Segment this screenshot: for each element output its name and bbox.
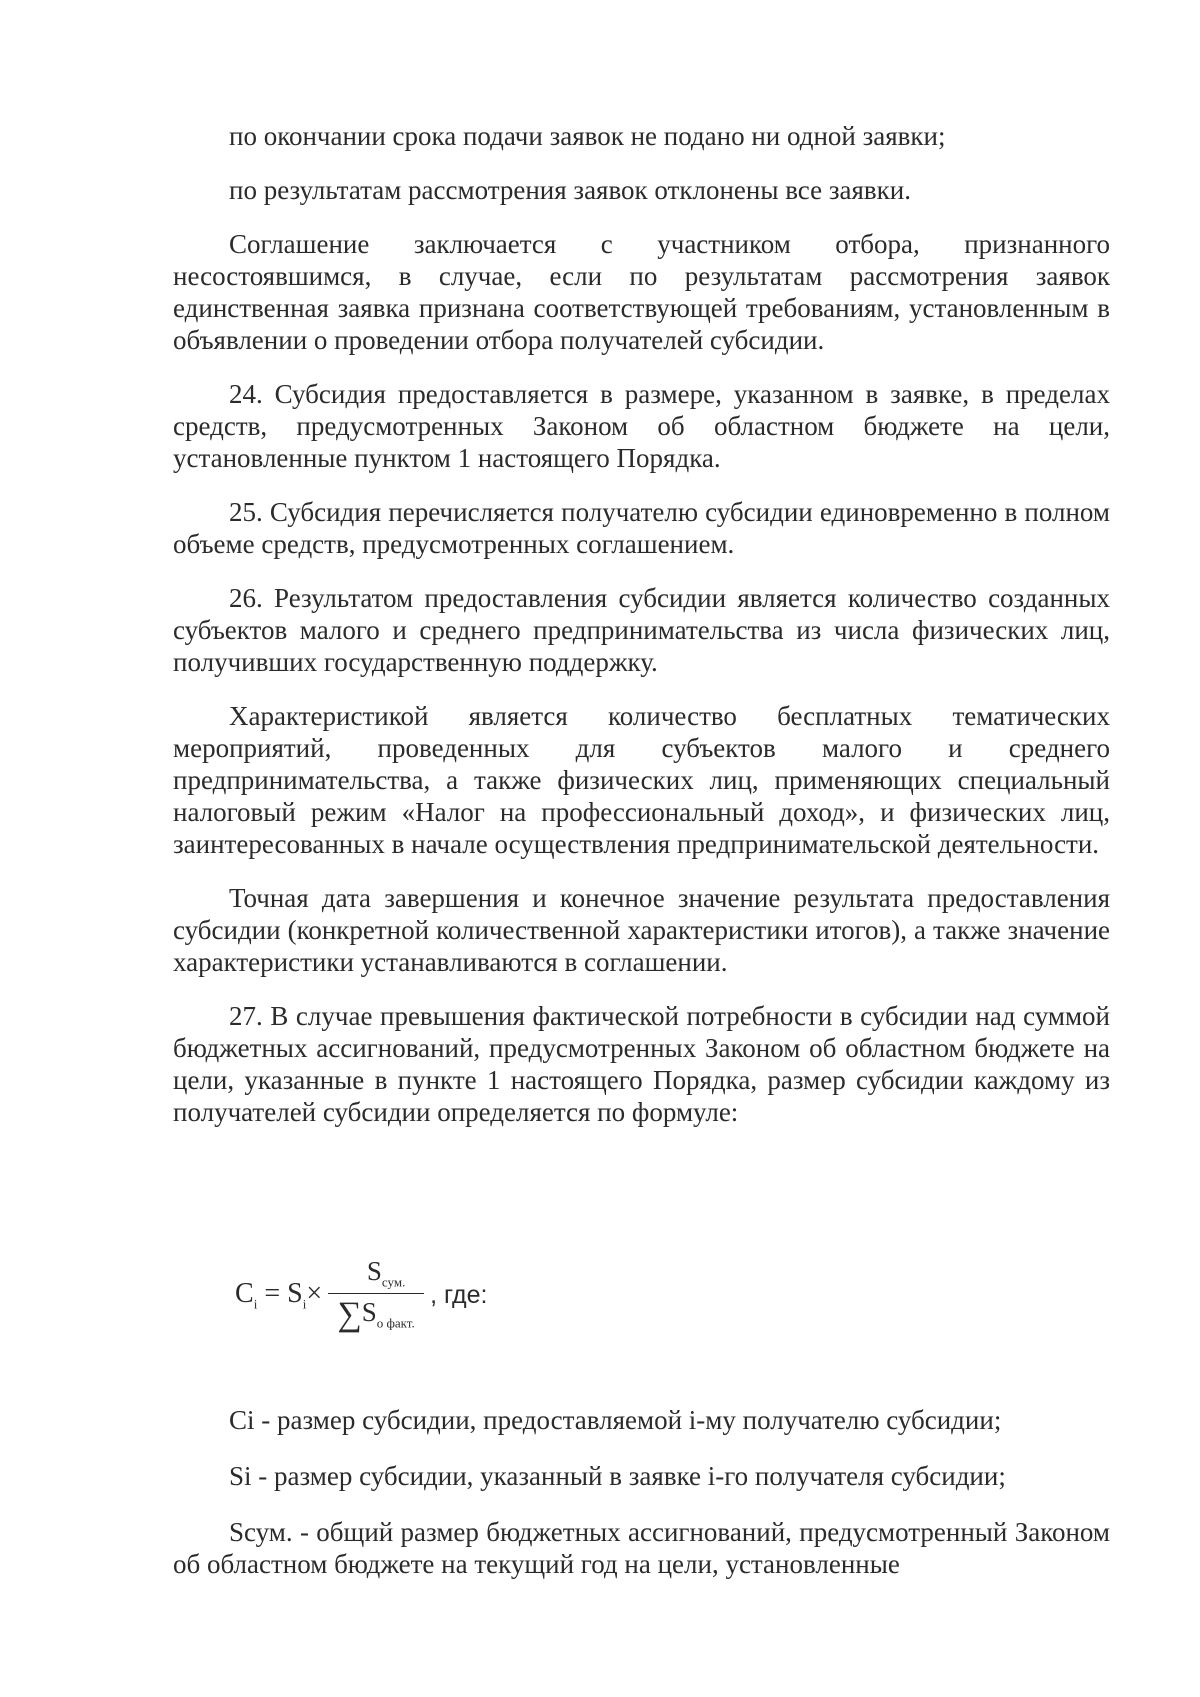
paragraph-item-26: 26. Результатом предоставления субсидии является количество созданных субъектов малого и среднего предпринимательства из числа физических лиц, получивших государственную поддержку. (173, 583, 1110, 677)
definition-ci: Ci - размер субсидии, предоставляемой i-му получателю субсидии; (229, 1405, 1002, 1435)
paragraph: Точная дата завершения и конечное значение результата предоставления субсидии (конкретной количественной характеристики итогов), а также значение характеристики устанавливаются в соглашении. (173, 883, 1110, 977)
paragraph: Соглашение заключается с участником отбора, признанного несостоявшимся, в случае, если по результатам рассмотрения заявок единственная заявка признана соответствующей требованиям, установленным в объявлении о проведении отбора получателей субсидии. (173, 229, 1110, 355)
subsidy-formula (235, 1250, 835, 1340)
paragraph-item-25: 25. Субсидия перечисляется получателю субсидии единовременно в полном объеме средств, предусмотренных соглашением. (173, 497, 1110, 559)
sigma-symbol: ∑ (337, 1295, 362, 1333)
formula-lhs: $C_i = S_i\times$ (235, 1277, 323, 1312)
paragraph: по результатам рассмотрения заявок отклонены все заявки. (229, 175, 911, 205)
paragraph-item-24: 24. Субсидия предоставляется в размере, указанном в заявке, в пределах средств, предусмотренных Законом об областном бюджете на цели, установленные пунктом 1 настоящего Порядка. (173, 379, 1110, 473)
definition-ssum: Sсум. - общий размер бюджетных ассигнований, предусмотренный Законом об областном бюджете на текущий год на цели, установленные (173, 1517, 1110, 1579)
formula-tail: , где: (430, 1280, 488, 1309)
formula-numerator: $S_{сум.}$ (366, 1256, 406, 1290)
formula-definitions (173, 1404, 1110, 1604)
paragraph-item-27: 27. В случае превышения фактической потребности в субсидии над суммой бюджетных ассигнований, предусмотренных Законом об областном бюджете на цели, указанные в пункте 1 настоящего Порядка, размер субсидии каждому из получателей субсидии определяется по формуле: (173, 1001, 1110, 1127)
formula-denominator: $\sum S_{о факт.}$ (337, 1295, 415, 1333)
formula-fraction (328, 1256, 424, 1333)
definition-si: Si - размер субсидии, указанный в заявке i-го получателя субсидии; (229, 1461, 1006, 1491)
body-text (173, 120, 1110, 1150)
paragraph: по окончании срока подачи заявок не подано ни одной заявки; (229, 121, 946, 151)
paragraph: Характеристикой является количество бесплатных тематических мероприятий, проведенных для субъектов малого и среднего предпринимательства, а также физических лиц, применяющих специальный налоговый режим «Налог на профессиональный доход», и физических лиц, заинтересованных в начале осуществления предпринимательской деятельности. (173, 701, 1110, 859)
